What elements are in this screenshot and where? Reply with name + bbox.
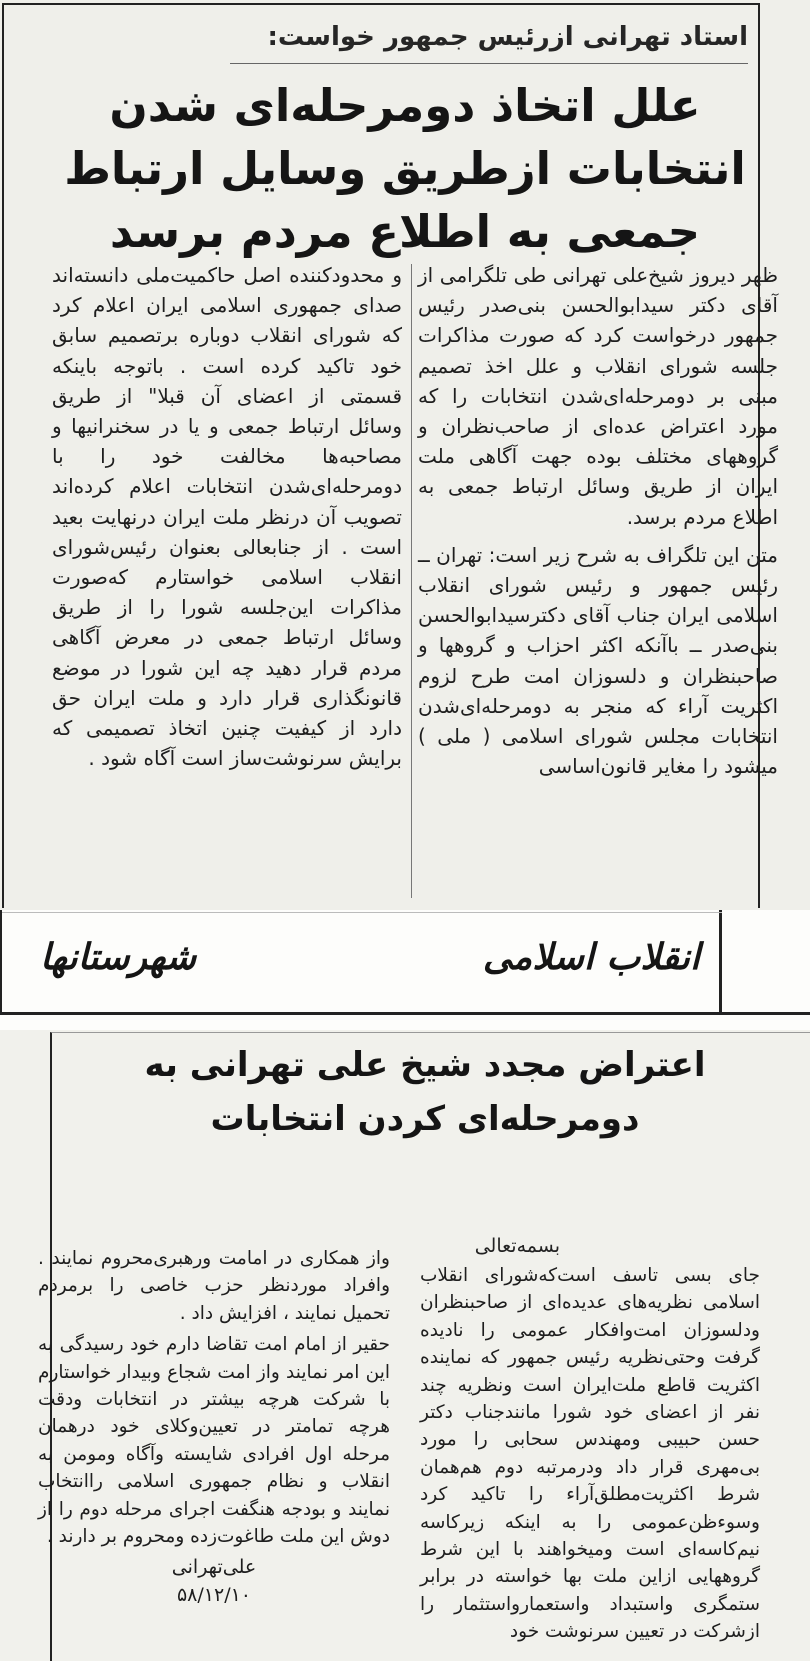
paragraph: و محدودکننده اصل حاکمیت‌ملی دانسته‌اند صدای جمهوری اسلامی ایران اعلام کرد که شورای انقلاب دوباره برتصمیم سابق خود تاکید کرده است . باتوجه باینکه قسمتی از اعضای آن قبلا" از طریق وسائل ارتباط جمعی و یا در سخنرانیها و مصاحبه‌ها مخالفت خود را با دومرحله‌ای‌شدن انتخابات اعلام کرده‌اند تصویب آن درنظر ملت ایران درنهایت بعید است . از جنابعالی بعنوان رئیس‌شورای انقلاب اسلامی خواستارم که‌صورت مذاکرات این‌جلسه شورا را از طریق وسائل ارتباط جمعی در معرض آگاهی مردم قرار دهید چه این شورا در موضع قانونگذاری قرار دارد و ملت ایران حق دارد از کیفیت چنین اتخاذ تصمیمی که برایش سرنوشت‌ساز است آگاه شود . — [52, 263, 402, 771]
masthead-rule-top — [0, 912, 722, 913]
clipping-2 — [0, 1030, 810, 1661]
paragraph: حقیر از امام امت تقاضا دارم خود رسیدگی به این امر نمایند واز امت شجاع وبیدار خواستارم با شرکت هرچه بیشتر در انتخابات ودقت هرچه تمامتر در تعیین‌وکلای خود درهمان مرحله اول افرادی شایسته وآگاه ومومن به انقلاب و نظام جمهوری اسلامی راانتخاب نمایند و بودجه هنگفت اجرای مرحله دوم را از دوش این ملت طاغوت‌زده ومحروم بر دارند . — [38, 1334, 390, 1548]
masthead-rule-left — [0, 910, 2, 1013]
masthead-rule-right — [719, 910, 722, 1013]
paper-name: انقلاب اسلامی — [482, 936, 700, 978]
article-column-right — [420, 1262, 760, 1650]
article-column-left — [52, 260, 402, 781]
headline-2: اعتراض مجدد شیخ علی تهرانی به دومرحله‌ای کردن انتخابات — [144, 1045, 706, 1139]
invocation: بسمه‌تعالی — [474, 1235, 560, 1257]
paragraph: متن این تلگراف به شرح زیر است: تهران ــ رئیس جمهور و رئیس شورای انقلاب اسلامی ایران جناب آقای دکترسیدابوالحسن بنی‌صدر ــ باآنکه اکثر احزاب و گروهها و صاحبنظران و دلسوزان امت طرح لزوم اکثریت آراء که منجر به دومرحله‌ای‌شدن انتخابات مجلس شورای اسلامی ( ملی ) میشود را مغایر قانون‌اساسی — [418, 542, 778, 779]
section-name: شهرستانها — [40, 936, 197, 978]
signature-date: ۵۸/۱۲/۱۰ — [176, 1584, 252, 1607]
paragraph: ظهر دیروز شیخ‌علی تهرانی طی تلگرامی از آقای دکتر سیدابوالحسن بنی‌صدر رئیس جمهور درخواست کرد که صورت مذاکرات جلسه شورای انقلاب و علل اخذ تصمیم مبنی بر دومرحله‌ای‌شدن انتخابات را که مورد اعتراض عده‌ای از صاحب‌نظران و گروههای مختلف بوده جهت آگاهی ملت ایران از طریق وسائل ارتباط جمعی به اطلاع مردم برسد. — [418, 263, 778, 529]
column-divider — [411, 264, 412, 898]
paragraph: جای بسی تاسف است‌که‌شورای انقلاب اسلامی نظریه‌های عدیده‌ای از صاحبنظران ودلسوزان امت‌وافکار عمومی را نادیده گرفت وحتی‌نظریه رئیس جمهور که نماینده اکثریت قاطع ملت‌ایران است ونظریه چند نفر از اعضای خود شورا مانندجناب دکتر حسن حبیبی ومهندس سحابی را مورد بی‌مهری قرار داد ودرمرتبه دوم هم‌همان شرط اکثریت‌مطلق‌آراء را تاکید کرد وسوءظن‌عمومی را به اینکه زیرکاسه نیم‌کاسه‌ای است ومیخواهند با این شرط گروههایی ازاین ملت بها خواسته در برابر ستمگری واستبداد واستعماروا‌ستثمار را ازشرکت در تعیین سرنوشت خود — [420, 1265, 760, 1643]
article-column-right — [418, 260, 778, 789]
headline: علل اتخاذ دومرحله‌ای شدن انتخابات ازطریق وسایل ارتباط جمعی به اطلاع مردم برسد — [64, 79, 746, 258]
signature-name: علی‌تهرانی — [171, 1556, 257, 1579]
masthead-band — [0, 910, 810, 1030]
article-column-left — [38, 1245, 390, 1608]
kicker-underline — [230, 63, 748, 64]
paragraph: واز همکاری در امامت ورهبری‌محروم نمایند . وافراد موردنظر حزب خاصی را برمردم تحمیل نمایند ، افزایش داد . — [38, 1248, 390, 1324]
kicker: استاد تهرانی ازرئیس جمهور خواست: — [267, 22, 748, 52]
